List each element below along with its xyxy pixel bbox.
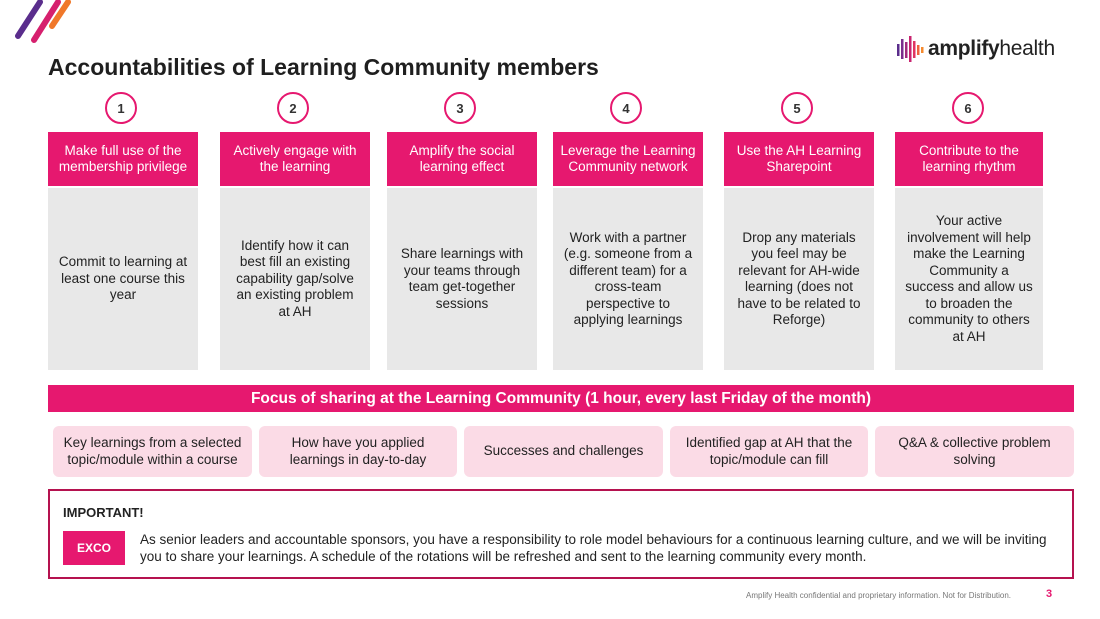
exco-badge: EXCO	[63, 531, 125, 565]
step-number: 6	[952, 92, 984, 124]
accountability-heading: Actively engage with the learning	[220, 132, 370, 186]
accountability-heading: Contribute to the learning rhythm	[895, 132, 1043, 186]
important-text: As senior leaders and accountable sponsors, you have a responsibility to role model behaviours for a continuous learning culture, and we will be inviting you to share your learnings. A schedule of the rotations will be refreshed and sent to the learning community every month.	[140, 532, 1047, 564]
accountability-column	[387, 92, 537, 372]
page-number: 3	[1046, 588, 1053, 600]
amplifyhealth-logo	[896, 34, 1055, 64]
step-number: 2	[277, 92, 309, 124]
step-number: 1	[105, 92, 137, 124]
focus-item: How have you applied learnings in day-to-day	[259, 426, 457, 477]
focus-items	[53, 426, 1074, 478]
focus-item: Q&A & collective problem solving	[875, 426, 1074, 477]
accountability-description: Work with a partner (e.g. someone from a different team) for a cross-team perspective to applying learnings	[553, 188, 703, 370]
accountability-column	[220, 92, 370, 372]
corner-decoration	[0, 0, 90, 50]
accountability-column	[895, 92, 1043, 372]
accountability-column	[553, 92, 703, 372]
focus-item: Successes and challenges	[464, 426, 663, 477]
confidentiality-note: Amplify Health confidential and proprietary information. Not for Distribution.	[746, 591, 1012, 600]
accountability-description: Your active involvement will help make the Learning Community a success and allow us to broaden the community to others at AH	[895, 188, 1043, 370]
accountability-column	[48, 92, 198, 372]
step-number: 5	[781, 92, 813, 124]
logo-text: amplifyhealth	[928, 37, 1055, 60]
step-number: 4	[610, 92, 642, 124]
focus-item: Identified gap at AH that the topic/module can fill	[670, 426, 868, 477]
step-number: 3	[444, 92, 476, 124]
focus-item: Key learnings from a selected topic/module within a course	[53, 426, 252, 477]
accountability-description: Commit to learning at least one course this year	[48, 188, 198, 370]
accountability-heading: Leverage the Learning Community network	[553, 132, 703, 186]
accountability-heading: Make full use of the membership privilege	[48, 132, 198, 186]
page-title: Accountabilities of Learning Community members	[48, 54, 599, 80]
important-callout	[48, 489, 1074, 579]
logo-mark-icon	[896, 34, 924, 64]
accountability-heading: Amplify the social learning effect	[387, 132, 537, 186]
accountability-description: Drop any materials you feel may be relevant for AH-wide learning (does not have to be related to Reforge)	[724, 188, 874, 370]
accountability-heading: Use the AH Learning Sharepoint	[724, 132, 874, 186]
accountability-column	[724, 92, 874, 372]
focus-heading-bar: Focus of sharing at the Learning Community (1 hour, every last Friday of the month)	[48, 385, 1074, 412]
important-title: IMPORTANT!	[63, 505, 144, 520]
accountability-description: Identify how it can best fill an existing capability gap/solve an existing problem at AH	[220, 188, 370, 370]
accountability-description: Share learnings with your teams through team get-together sessions	[387, 188, 537, 370]
accountability-columns	[48, 92, 1074, 372]
